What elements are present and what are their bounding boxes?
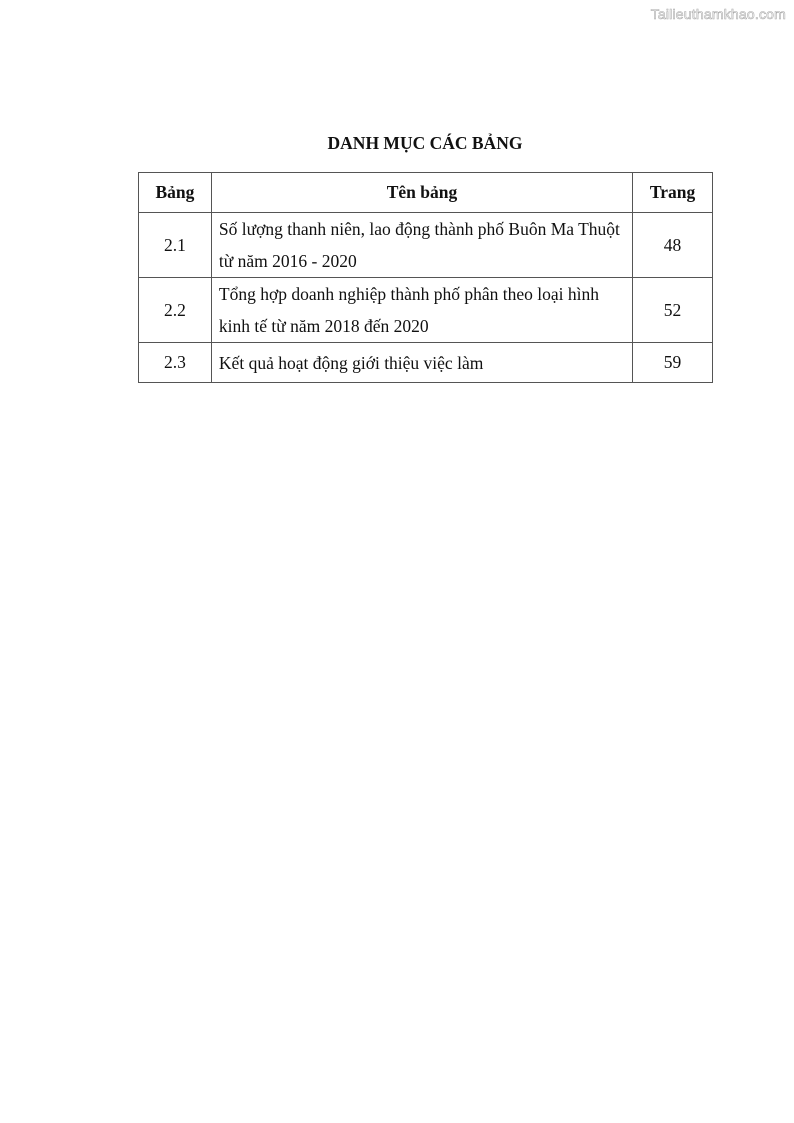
table-number: 2.2 [139,278,212,343]
table-name: Tổng hợp doanh nghiệp thành phố phân theo loại hình kinh tế từ năm 2018 đến 2020 [211,278,632,343]
watermark: Tailieuthamkhao.com [650,6,786,22]
header-table-number: Bảng [139,173,212,213]
table-row [139,343,713,383]
table-row [139,278,713,343]
table-number: 2.1 [139,213,212,278]
table-number: 2.3 [139,343,212,383]
page-number: 48 [633,213,713,278]
page-title: DANH MỤC CÁC BẢNG [327,133,523,153]
table-name: Số lượng thanh niên, lao động thành phố Buôn Ma Thuột từ năm 2016 - 2020 [211,213,632,278]
page-number: 52 [633,278,713,343]
list-of-tables [138,172,713,383]
table-row [139,213,713,278]
table-header-row [139,173,713,213]
header-table-name: Tên bảng [211,173,632,213]
table-name: Kết quả hoạt động giới thiệu việc làm [211,343,632,383]
header-page: Trang [633,173,713,213]
page-number: 59 [633,343,713,383]
